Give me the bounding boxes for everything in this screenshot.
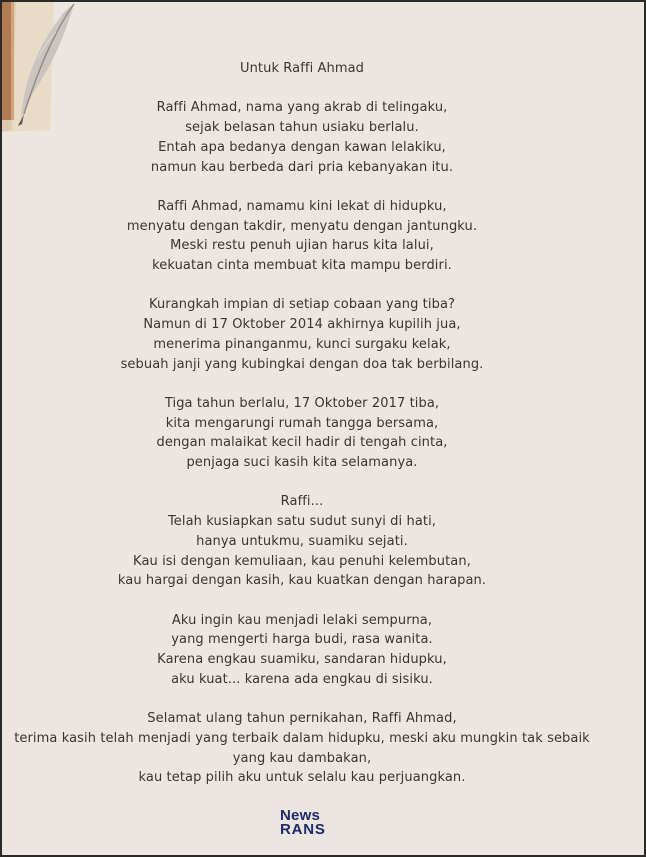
stanza-6 [2,611,602,690]
poem-line: Meski restu penuh ujian harus kita lalui, [170,238,434,254]
stanza-2 [2,197,602,276]
poem-text [2,59,602,808]
newsrans-logo [280,809,324,837]
poem-line: kau hargai dengan kasih, kau kuatkan dengan harapan. [117,573,487,589]
stanza-4 [2,394,602,473]
poem-line: menyatu dengan takdir, menyatu dengan jantungku. [126,218,478,234]
poem-line: Raffi Ahmad, nama yang akrab di telingaku, [156,100,448,116]
logo-line-news: News [280,807,320,824]
poem-line: hanya untukmu, suamiku sejati. [196,533,408,549]
logo-line-rans: RANS [280,821,326,838]
poem-line: sebuah janji yang kubingkai dengan doa tak berbilang. [120,356,484,372]
poem-line: Kau isi dengan kemuliaan, kau penuhi kelembutan, [133,553,471,569]
poem-line: kekuatan cinta membuat kita mampu berdiri. [152,258,452,273]
poem-line: Tiga tahun berlalu, 17 Oktober 2017 tiba, [164,395,440,411]
poem-line: sejak belasan tahun usiaku berlalu. [185,120,419,136]
poem-line: namun kau berbeda dari pria kebanyakan itu. [150,159,454,175]
stanza-7 [2,709,602,788]
poem-line: dengan malaikat kecil hadir di tengah cinta, [156,435,448,451]
poem-line: Telah kusiapkan satu sudut sunyi di hati, [167,514,437,530]
stanza-1 [2,98,602,177]
poem-line: kita mengarungi rumah tangga bersama, [165,415,439,431]
poem-line: Namun di 17 Oktober 2014 akhirnya kupilih jua, [143,317,461,333]
poem-line: yang kau dambakan, [232,750,372,766]
poem-line: aku kuat... karena ada engkau di sisiku. [171,671,433,687]
poem-card [2,2,644,855]
poem-line: Karena engkau suamiku, sandaran hidupku, [157,652,447,667]
poem-line: Raffi Ahmad, namamu kini lekat di hidupku, [157,198,447,214]
stanza-3 [2,295,602,374]
poem-line: Raffi... [280,494,324,510]
stanza-5 [2,492,602,591]
poem-line: penjaga suci kasih kita selamanya. [186,455,418,470]
poem-line: Entah apa bedanya dengan kawan lelakiku, [158,139,446,155]
poem-title: Untuk Raffi Ahmad [239,61,365,76]
poem-line: menerima pinanganmu, kunci surgaku kelak, [153,336,451,352]
poem-line: kau tetap pilih aku untuk selalu kau perjuangkan. [138,770,466,786]
poem-line: Aku ingin kau menjadi lelaki sempurna, [171,612,433,628]
poem-line: yang mengerti harga budi, rasa wanita. [171,632,433,648]
poem-line: terima kasih telah menjadi yang terbaik dalam hidupku, meski aku mungkin tak sebaik [14,730,590,746]
poem-line: Kurangkah impian di setiap cobaan yang tiba? [148,297,456,313]
poem-line: Selamat ulang tahun pernikahan, Raffi Ahmad, [147,711,457,727]
